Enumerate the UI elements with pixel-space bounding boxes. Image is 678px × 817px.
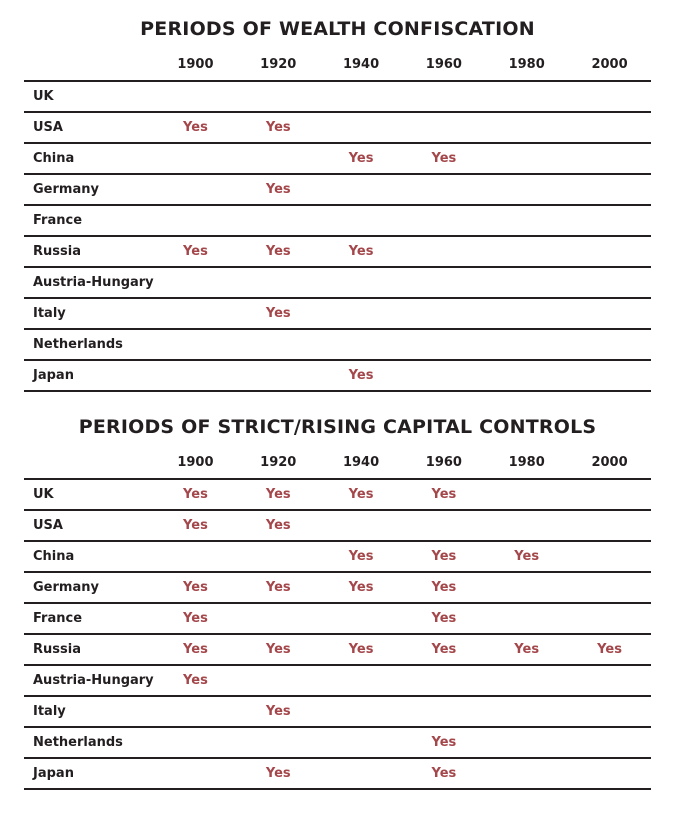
table-cell <box>402 298 485 329</box>
table-cell: Yes <box>237 298 320 329</box>
table-cell <box>402 696 485 727</box>
country-label: Japan <box>24 360 154 391</box>
table-cell: Yes <box>402 727 485 758</box>
year-header: 1920 <box>237 447 320 479</box>
table-cell <box>568 541 651 572</box>
table-cell <box>320 727 403 758</box>
table-cell <box>485 510 568 541</box>
country-label: France <box>24 205 154 236</box>
table-cell <box>154 298 237 329</box>
table-cell: Yes <box>320 236 403 267</box>
year-header: 1960 <box>402 49 485 81</box>
table-cell <box>568 510 651 541</box>
table-cell <box>485 479 568 510</box>
table-cell <box>154 758 237 789</box>
table-cell: Yes <box>237 634 320 665</box>
table-cell <box>237 541 320 572</box>
country-label: USA <box>24 112 154 143</box>
table-cell <box>402 174 485 205</box>
table-cell: Yes <box>154 479 237 510</box>
table-cell <box>568 174 651 205</box>
table-row <box>24 267 651 298</box>
table-row <box>24 727 651 758</box>
wealth-confiscation-title: PERIODS OF WEALTH CONFISCATION <box>140 18 535 40</box>
year-header: 1940 <box>320 49 403 81</box>
table-cell <box>485 727 568 758</box>
table-cell <box>485 81 568 112</box>
table-cell <box>485 298 568 329</box>
table-cell: Yes <box>237 758 320 789</box>
table-row <box>24 174 651 205</box>
table-cell: Yes <box>320 143 403 174</box>
table-cell: Yes <box>154 236 237 267</box>
table-row <box>24 143 651 174</box>
table-cell <box>320 665 403 696</box>
table-cell <box>402 236 485 267</box>
table-cell <box>154 541 237 572</box>
table-row <box>24 696 651 727</box>
country-label: China <box>24 541 154 572</box>
table-cell <box>320 696 403 727</box>
table-cell <box>485 572 568 603</box>
country-label: China <box>24 143 154 174</box>
table-cell <box>485 112 568 143</box>
country-label: Netherlands <box>24 329 154 360</box>
table-cell <box>402 267 485 298</box>
table-cell <box>485 143 568 174</box>
table-row <box>24 236 651 267</box>
table-cell <box>568 267 651 298</box>
country-label: France <box>24 603 154 634</box>
table-row <box>24 665 651 696</box>
table-cell <box>402 510 485 541</box>
year-header: 1980 <box>485 447 568 479</box>
table-cell <box>485 329 568 360</box>
table-cell: Yes <box>320 572 403 603</box>
table-cell <box>154 143 237 174</box>
table-cell <box>154 205 237 236</box>
table-cell <box>237 603 320 634</box>
table-cell <box>154 727 237 758</box>
table-cell: Yes <box>154 112 237 143</box>
table-cell: Yes <box>402 634 485 665</box>
year-header: 1960 <box>402 447 485 479</box>
header-row <box>24 447 651 479</box>
table-cell <box>485 205 568 236</box>
table-cell <box>568 603 651 634</box>
table-cell <box>568 665 651 696</box>
table-cell <box>485 758 568 789</box>
table-row <box>24 479 651 510</box>
table-cell <box>237 329 320 360</box>
table-row <box>24 541 651 572</box>
country-label: Netherlands <box>24 727 154 758</box>
table-cell <box>568 696 651 727</box>
table-cell: Yes <box>154 634 237 665</box>
table-cell <box>237 205 320 236</box>
table-row <box>24 634 651 665</box>
year-header: 1900 <box>154 447 237 479</box>
country-label: Austria-Hungary <box>24 267 154 298</box>
table-cell <box>154 329 237 360</box>
table-row <box>24 360 651 391</box>
year-header: 2000 <box>568 49 651 81</box>
table-cell <box>154 360 237 391</box>
table-cell: Yes <box>485 634 568 665</box>
table-cell: Yes <box>320 360 403 391</box>
table-cell <box>154 174 237 205</box>
table-cell <box>402 112 485 143</box>
table-cell <box>320 81 403 112</box>
table-cell <box>485 174 568 205</box>
table-cell <box>568 479 651 510</box>
table-cell: Yes <box>237 696 320 727</box>
table-cell: Yes <box>402 541 485 572</box>
table-cell <box>237 727 320 758</box>
header-corner <box>24 447 154 479</box>
country-label: Germany <box>24 572 154 603</box>
table-row <box>24 572 651 603</box>
table-cell <box>237 267 320 298</box>
table-cell <box>568 360 651 391</box>
country-label: UK <box>24 81 154 112</box>
table-cell <box>154 696 237 727</box>
table-cell <box>485 236 568 267</box>
table-cell <box>402 360 485 391</box>
table-cell <box>237 665 320 696</box>
country-label: Italy <box>24 696 154 727</box>
header-row <box>24 49 651 81</box>
country-label: USA <box>24 510 154 541</box>
table-cell <box>237 143 320 174</box>
table-cell <box>320 174 403 205</box>
table-cell <box>568 205 651 236</box>
table-row <box>24 112 651 143</box>
table-cell <box>402 205 485 236</box>
wealth-confiscation-table <box>24 49 651 392</box>
table-cell <box>485 665 568 696</box>
table-cell <box>402 665 485 696</box>
table-cell: Yes <box>237 572 320 603</box>
table-cell <box>485 267 568 298</box>
table-cell: Yes <box>320 541 403 572</box>
table-row <box>24 510 651 541</box>
table-cell <box>568 112 651 143</box>
country-label: Russia <box>24 634 154 665</box>
table-row <box>24 603 651 634</box>
header-corner <box>24 49 154 81</box>
table-cell <box>237 360 320 391</box>
table-cell <box>402 81 485 112</box>
table-cell <box>568 81 651 112</box>
table-cell <box>568 727 651 758</box>
year-header: 2000 <box>568 447 651 479</box>
table-cell: Yes <box>237 174 320 205</box>
table-cell <box>568 298 651 329</box>
capital-controls-title: PERIODS OF STRICT/RISING CAPITAL CONTROLS <box>78 416 597 438</box>
table-cell <box>154 267 237 298</box>
table-cell: Yes <box>402 479 485 510</box>
year-header: 1940 <box>320 447 403 479</box>
table-cell: Yes <box>237 479 320 510</box>
table-cell <box>320 758 403 789</box>
table-cell: Yes <box>402 572 485 603</box>
table-cell: Yes <box>154 572 237 603</box>
table-cell: Yes <box>485 541 568 572</box>
table-cell: Yes <box>237 236 320 267</box>
table-cell: Yes <box>320 634 403 665</box>
table-cell <box>320 510 403 541</box>
table-row <box>24 329 651 360</box>
table-cell <box>320 603 403 634</box>
table-cell <box>154 81 237 112</box>
table-cell <box>568 236 651 267</box>
year-header: 1980 <box>485 49 568 81</box>
country-label: UK <box>24 479 154 510</box>
table-cell: Yes <box>154 603 237 634</box>
capital-controls-section <box>24 412 651 790</box>
table-cell: Yes <box>402 143 485 174</box>
country-label: Germany <box>24 174 154 205</box>
table-cell: Yes <box>568 634 651 665</box>
table-cell: Yes <box>237 510 320 541</box>
table-cell: Yes <box>320 479 403 510</box>
table-row <box>24 298 651 329</box>
table-cell <box>320 267 403 298</box>
table-cell <box>320 112 403 143</box>
country-label: Austria-Hungary <box>24 665 154 696</box>
year-header: 1920 <box>237 49 320 81</box>
country-label: Italy <box>24 298 154 329</box>
table-cell <box>568 143 651 174</box>
capital-controls-table <box>24 447 651 790</box>
country-label: Russia <box>24 236 154 267</box>
country-label: Japan <box>24 758 154 789</box>
table-cell <box>320 205 403 236</box>
table-cell <box>485 696 568 727</box>
wealth-confiscation-section <box>24 14 651 392</box>
table-row <box>24 81 651 112</box>
table-cell <box>568 329 651 360</box>
table-row <box>24 758 651 789</box>
table-cell: Yes <box>154 665 237 696</box>
table-cell <box>568 758 651 789</box>
year-header: 1900 <box>154 49 237 81</box>
table-cell: Yes <box>402 758 485 789</box>
table-cell <box>237 81 320 112</box>
table-cell <box>485 603 568 634</box>
table-cell: Yes <box>402 603 485 634</box>
table-cell: Yes <box>154 510 237 541</box>
table-cell <box>485 360 568 391</box>
table-cell: Yes <box>237 112 320 143</box>
table-cell <box>320 329 403 360</box>
table-cell <box>320 298 403 329</box>
table-cell <box>568 572 651 603</box>
table-row <box>24 205 651 236</box>
table-cell <box>402 329 485 360</box>
